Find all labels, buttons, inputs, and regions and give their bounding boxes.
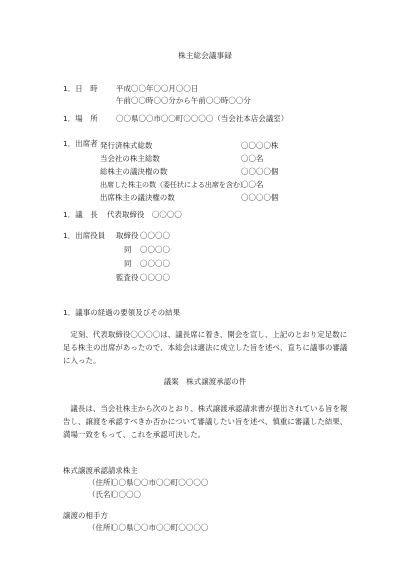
place-value: 〇〇県〇〇市〇〇町〇〇〇〇（当会社本店会議室） <box>116 114 289 123</box>
officer-name: 〇〇〇〇 <box>140 273 170 282</box>
counterparty-address: 〇〇県〇〇市〇〇町〇〇〇〇 <box>111 523 209 532</box>
requester-address-label: （住所） <box>88 478 118 487</box>
attendee-row-value: 〇〇〇〇個 <box>241 193 279 202</box>
place-label: 1．場 所 <box>63 114 98 123</box>
attendee-row-label: 出席株主の議決権の数 <box>100 193 175 202</box>
chair-value: 代表取締役 〇〇〇〇 <box>107 210 182 219</box>
datetime-label: 1．日 時 <box>63 84 98 93</box>
requester-address: 〇〇県〇〇市〇〇町〇〇〇〇 <box>111 478 209 487</box>
datetime-date: 平成〇〇年〇〇月〇〇日 <box>116 84 199 93</box>
agenda-title: 議案 株式譲渡承認の件 <box>163 377 247 386</box>
attendee-row-value: 〇〇名 <box>241 180 264 189</box>
proceedings-heading: 1．議事の経過の要領及びその結果 <box>63 308 181 317</box>
attendee-row-value: 〇〇名 <box>241 154 264 163</box>
requester-heading: 株式譲渡承認請求株主 <box>63 466 138 475</box>
counterparty-heading: 譲渡の相手方 <box>63 511 108 520</box>
officer-role: 監査役 <box>116 273 139 282</box>
attendee-row-value: 〇〇〇〇個 <box>241 167 279 176</box>
officer-role: 取締役 <box>116 231 139 240</box>
attendee-row-value: 〇〇〇〇株 <box>241 141 279 150</box>
agenda-paragraph: 議長は、当会社株主から次のとおり、株式譲渡承認請求書が提出されている旨を報告し、譲渡を承認すべきか否かについて審議したい旨を述べ、慎重に審議した結果、満場一致をもって、これを承認可決した。 <box>63 404 348 439</box>
officer-name: 〇〇〇〇 <box>140 245 170 254</box>
attendee-row-label: 総株主の議決権の数 <box>100 167 168 176</box>
requester-name-label: （氏名） <box>88 490 118 499</box>
attendee-row-label: 出席した株主の数（委任状による出席を含む） <box>100 180 247 189</box>
officer-name: 〇〇〇〇 <box>140 231 170 240</box>
attendee-row-label: 発行済株式総数 <box>100 141 153 150</box>
chair-label: 1．議 長 <box>63 210 98 219</box>
proceedings-paragraph: 定刻、代表取締役〇〇〇〇は、議長席に着き、開会を宣し、上記のとおり定足数に足る株主の出席があったので、本総会は適法に成立した旨を述べ、直ちに議事の審議に入った。 <box>63 330 348 365</box>
officer-role: 同 <box>124 245 132 254</box>
officers-label: 1．出席役員 <box>63 231 106 240</box>
requester-name: 〇〇〇〇 <box>111 490 141 499</box>
officer-role: 同 <box>124 259 132 268</box>
attendees-label: 1．出席者 <box>63 139 98 148</box>
counterparty-address-label: （住所） <box>88 523 118 532</box>
document-title: 株主総会議事録 <box>178 51 232 60</box>
datetime-time: 午前〇〇時〇〇分から午前〇〇時〇〇分 <box>116 96 251 105</box>
attendee-row-label: 当会社の株主総数 <box>100 154 160 163</box>
officer-name: 〇〇〇〇 <box>140 259 170 268</box>
